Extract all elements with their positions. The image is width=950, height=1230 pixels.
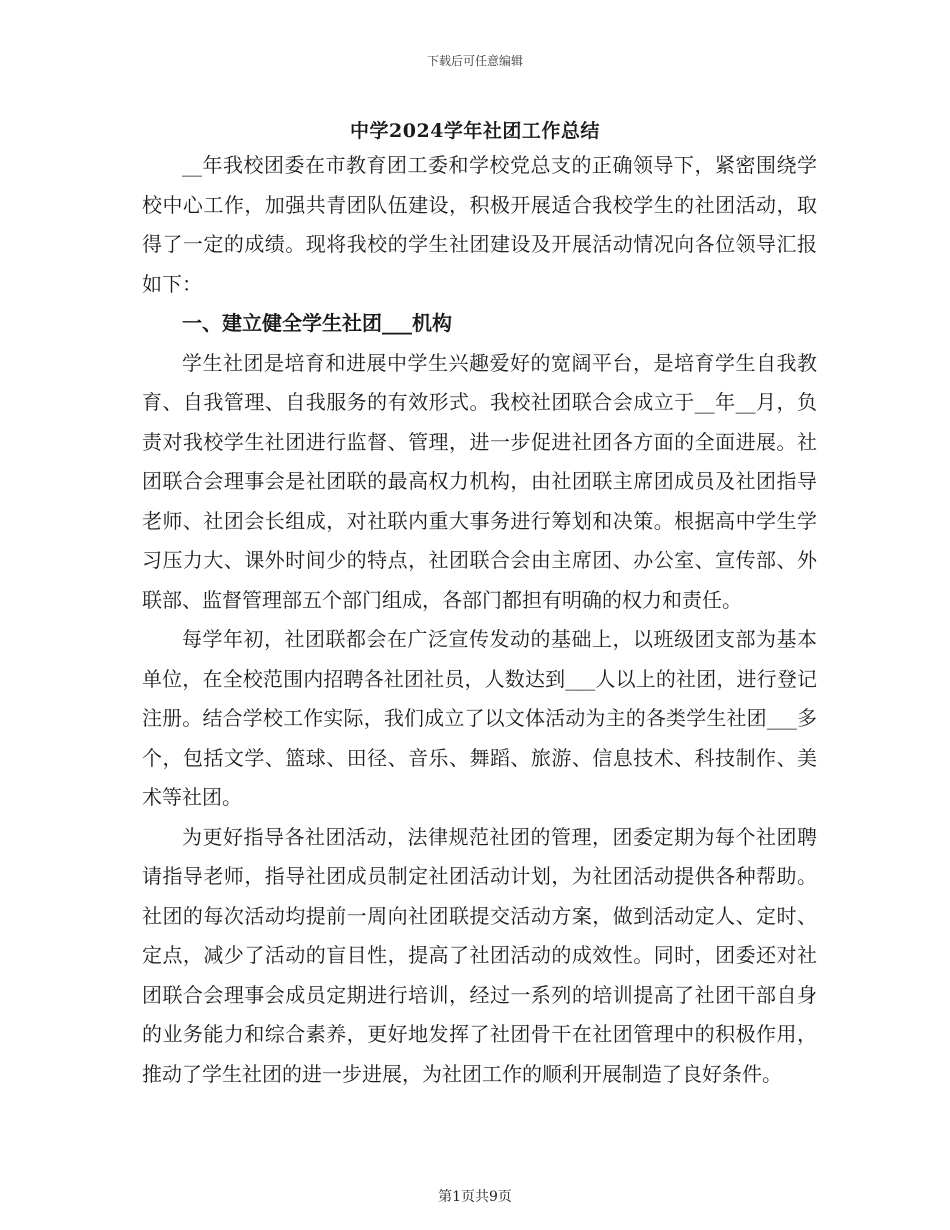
document-title: 中学2024学年社团工作总结 bbox=[350, 120, 600, 142]
section-heading-1: 一、建立健全学生社团___机构 bbox=[182, 311, 452, 335]
body-paragraph: 每学年初，社团联都会在广泛宣传发动的基础上，以班级团支部为基本单位，在全校范围内招聘各社团社员，人数达到___人以上的社团，进行登记注册。结合学校工作实际，我们成立了以文体活动为主的各类学生社团___多个，包括文学、篮球、田径、音乐、舞蹈、旅游、信息技术、科技制作、美术等社团。 bbox=[142, 627, 817, 809]
body-paragraph: 为更好指导各社团活动，法律规范社团的管理，团委定期为每个社团聘请指导老师，指导社团成员制定社团活动计划，为社团活动提供各种帮助。社团的每次活动均提前一周向社团联提交活动方案，做到活动定人、定时、定点，减少了活动的盲目性，提高了社团活动的成效性。同时，团委还对社团联合会理事会成员定期进行培训，经过一系列的培训提高了社团干部自身的业务能力和综合素养，更好地发挥了社团骨干在社团管理中的积极作用，推动了学生社团的进一步进展，为社团工作的顺利开展制造了良好条件。 bbox=[142, 824, 817, 1086]
document-body bbox=[142, 146, 817, 1094]
intro-paragraph: __年我校团委在市教育团工委和学校党总支的正确领导下，紧密围绕学校中心工作，加强共青团队伍建设，积极开展适合我校学生的社团活动，取得了一定的成绩。现将我校的学生社团建设及开展活动情况向各位领导汇报如下： bbox=[142, 153, 817, 296]
page-number-footer: 第1页共9页 bbox=[438, 1189, 512, 1205]
header-note: 下载后可任意编辑 bbox=[426, 54, 523, 68]
body-paragraph: 学生社团是培育和进展中学生兴趣爱好的宽阔平台，是培育学生自我教育、自我管理、自我服务的有效形式。我校社团联合会成立于__年__月，负责对我校学生社团进行监督、管理，进一步促进社团各方面的全面进展。社团联合会理事会是社团联的最高权力机构，由社团联主席团成员及社团指导老师、社团会长组成，对社联内重大事务进行筹划和决策。根据高中学生学习压力大、课外时间少的特点，社团联合会由主席团、办公室、宣传部、外联部、监督管理部五个部门组成，各部门都担有明确的权力和责任。 bbox=[142, 350, 817, 612]
